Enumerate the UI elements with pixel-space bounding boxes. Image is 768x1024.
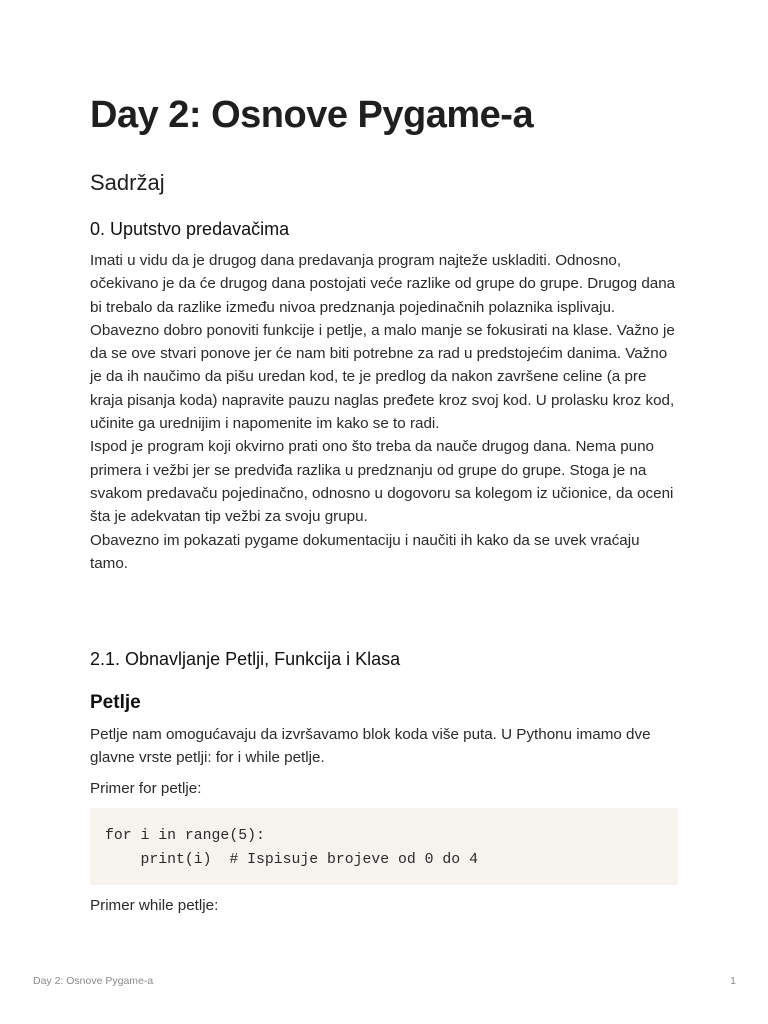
instructions-paragraph-1: Imati u vidu da je drugog dana predavanja program najteže uskladiti. Odnosno, očekivano je da će drugog dana postojati veće razlike od grupe do grupe. Drugog dana bi trebalo da razlike između nivoa predznanja pojedinačnih polaznika isplivaju. Obavezno dobro ponoviti funkcije i petlje, a malo manje se fokusirati na klase. Važno je da se ove stvari ponove jer će nam biti potrebne za rad u predstojećim danima. Važno je da ih naučimo da pišu uredan kod, te je predlog da nakon završene celine (a pre kraja pisanja koda) napravite pauzu naglas pređete kroz svoj kod. U prolasku kroz kod, učinite ga urednijim i napomenite im kako se to radi. <box>90 252 676 433</box>
while-loop-label: Primer while petlje: <box>90 897 219 914</box>
section-heading-instructions: 0. Uputstvo predavačima <box>90 219 290 239</box>
instructions-body <box>90 249 680 575</box>
page-title: Day 2: Osnove Pygame-a <box>90 94 534 136</box>
instructions-paragraph-3: Obavezno im pokazati pygame dokumentaciju i naučiti ih kako da se uvek vraćaju tamo. <box>90 531 640 572</box>
instructions-paragraph-2: Ispod je program koji okvirno prati ono što treba da nauče drugog dana. Nema puno primera i vežbi jer se predviđa razlika u predznanju od grupe do grupe. Stoga je na svakom predavaču pojedinačno, odnosno u dogovoru sa kolegom iz učionice, da oceni šta je adekvatan tip vežbi za svoju grupu. <box>90 438 674 526</box>
loops-intro: Petlje nam omogućavaju da izvršavamo blok koda više puta. U Pythonu imamo dve glavne vrste petlji: for i while petlje. <box>90 726 651 767</box>
for-loop-label: Primer for petlje: <box>90 780 202 797</box>
code-for-loop: for i in range(5): print(i) # Ispisuje brojeve od 0 do 4 <box>105 828 478 868</box>
footer-title: Day 2: Osnove Pygame-a <box>33 975 154 987</box>
subsection-heading-loops: Petlje <box>90 692 141 713</box>
code-block <box>90 808 678 885</box>
toc-heading: Sadržaj <box>90 170 165 195</box>
page-number: 1 <box>730 975 736 987</box>
section-heading-review: 2.1. Obnavljanje Petlji, Funkcija i Klasa <box>90 649 401 669</box>
